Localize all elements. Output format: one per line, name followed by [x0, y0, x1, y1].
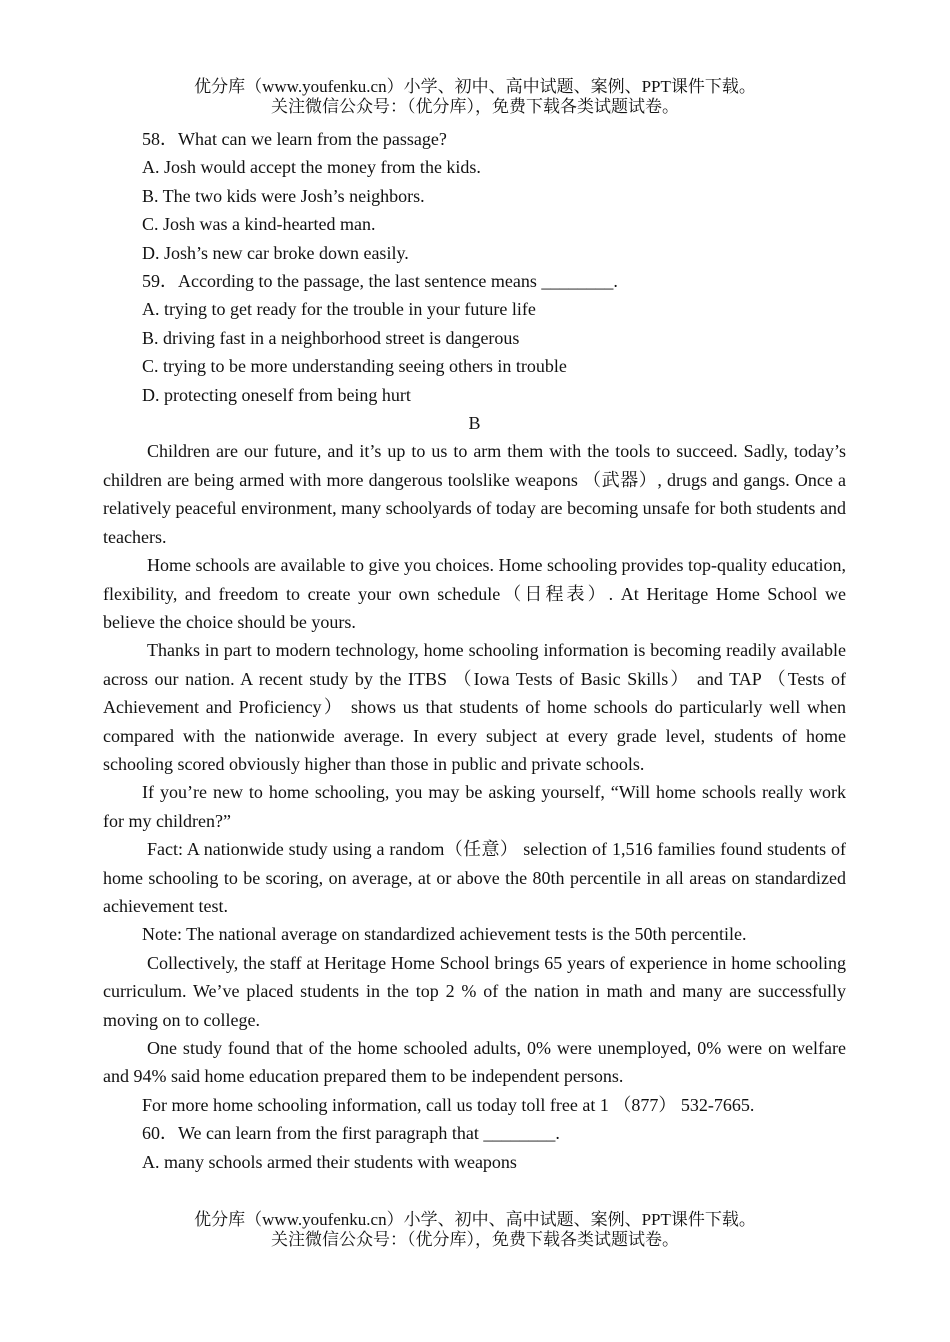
question-59-stem: 59．According to the passage, the last sentence means ________. — [142, 271, 618, 292]
passage-paragraph: If you’re new to home schooling, you may be asking yourself, “Will home schools really work for my children?” — [103, 782, 846, 831]
question-58-option-c: C. Josh was a kind-hearted man. — [142, 214, 376, 235]
passage-paragraph: Note: The national average on standardized achievement tests is the 50th percentile. — [142, 924, 747, 945]
question-59-option-a: A. trying to get ready for the trouble in your future life — [142, 299, 536, 320]
passage-paragraph: Children are our future, and it’s up to us to arm them with the tools to succeed. Sadly, today’s children are being armed with more dangerous toolslike weapons （武器）, drugs and gangs. Once a relatively peaceful environment, many schoolyards of today are becoming unsafe for both students and teachers. — [103, 441, 846, 547]
footer-line-1: 优分库（www.youfenku.cn）小学、初中、高中试题、案例、PPT课件下载。 — [194, 1210, 756, 1229]
question-59 — [103, 267, 846, 409]
page-footer — [0, 1210, 950, 1250]
question-58-stem: 58．What can we learn from the passage? — [142, 129, 447, 149]
question-59-option-d: D. protecting oneself from being hurt — [142, 384, 411, 405]
header-line-2: 关注微信公众号：（优分库），免费下载各类试题试卷。 — [271, 97, 679, 116]
question-59-option-c: C. trying to be more understanding seeing others in trouble — [142, 356, 567, 377]
header-line-1: 优分库（www.youfenku.cn）小学、初中、高中试题、案例、PPT课件下载。 — [194, 77, 756, 96]
section-label: B — [468, 413, 481, 434]
footer-line-2: 关注微信公众号：（优分库），免费下载各类试题试卷。 — [271, 1230, 679, 1249]
question-58-option-b: B. The two kids were Josh’s neighbors. — [142, 185, 425, 206]
question-58-option-a: A. Josh would accept the money from the kids. — [142, 157, 481, 178]
question-59-option-b: B. driving fast in a neighborhood street is dangerous — [142, 327, 520, 348]
passage-paragraph: For more home schooling information, call us today toll free at 1 （877） 532-7665. — [142, 1094, 755, 1115]
passage-paragraph: Thanks in part to modern technology, home schooling information is becoming readily available across our nation. A recent study by the ITBS （Iowa Tests of Basic Skills） and TAP （Tests of Achievement and Proficiency） shows us that students of home schools do particularly well when compared with the nationwide average. In every subject at every grade level, students of home schooling scored obviously higher than those in public and private schools. — [103, 640, 846, 774]
document-body — [103, 125, 846, 1176]
passage-b — [103, 437, 846, 1119]
passage-paragraph: Fact: A nationwide study using a random（任意） selection of 1,516 families found students of home schooling to be scoring, on average, at or above the 80th percentile in all areas on standardized achievement test. — [103, 839, 846, 916]
question-60 — [103, 1119, 846, 1176]
page-header — [0, 77, 950, 117]
question-60-option-a: A. many schools armed their students with weapons — [142, 1151, 517, 1172]
question-60-stem: 60．We can learn from the first paragraph that ________. — [142, 1123, 560, 1144]
passage-paragraph: Home schools are available to give you choices. Home schooling provides top-quality education, flexibility, and freedom to create your own schedule（日程表）. At Heritage Home School we believe the choice should be yours. — [103, 555, 846, 632]
passage-paragraph: Collectively, the staff at Heritage Home School brings 65 years of experience in home schooling curriculum. We’ve placed students in the top 2 % of the nation in math and many are successfully moving on to college. — [103, 952, 846, 1030]
question-58-option-d: D. Josh’s new car broke down easily. — [142, 242, 409, 263]
question-58 — [103, 125, 846, 267]
passage-paragraph: One study found that of the home schooled adults, 0% were unemployed, 0% were on welfare and 94% said home education prepared them to be independent persons. — [103, 1038, 846, 1087]
